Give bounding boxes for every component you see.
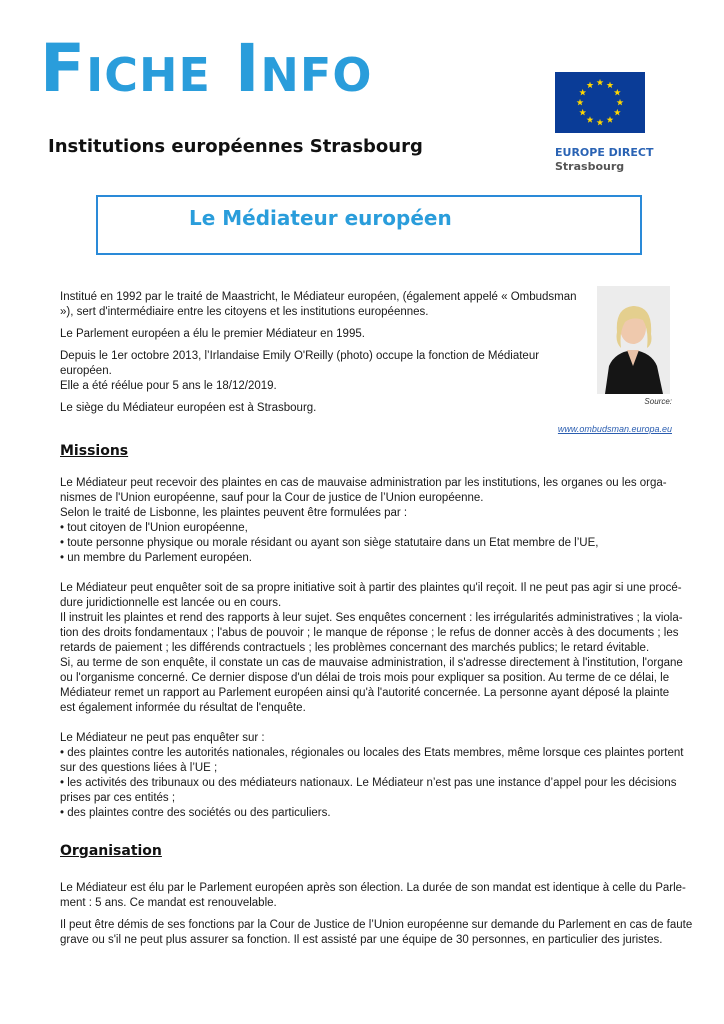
intro-line: Institué en 1992 par le traité de Maastricht, le Médiateur européen, (également appelé « Ombudsman: [60, 291, 577, 303]
missions-line: • toute personne physique ou morale résidant ou ayant son siège statutaire dans un Etat membre de l’UE,: [60, 537, 599, 549]
ombudsman-photo: [597, 286, 670, 394]
paragraph-gap: [60, 566, 664, 581]
photo-source-label: Source:: [644, 397, 672, 406]
missions-line: dure juridictionnelle est lancée ou en cours.: [60, 597, 282, 609]
missions-line: ou l'organisme concerné. Ce dernier dispose d'un délai de trois mois pour expliquer sa position. Au terme de ce délai, le: [60, 672, 670, 684]
organisation-body: [60, 881, 693, 948]
missions-line: retards de paiement ; les différends contractuels ; les problèmes concernant des marchés publics; le retard évitable.: [60, 642, 650, 654]
topic-box: [96, 195, 642, 255]
eu-flag-icon: [555, 72, 645, 133]
missions-line: Le Médiateur peut recevoir des plaintes en cas de mauvaise administration par les institutions, les organes ou les orga-: [60, 477, 667, 489]
missions-line: Il instruit les plaintes et rend des rapports à leur sujet. Ses enquêtes concernent : les irrégularités administratives ; la viola-: [60, 612, 683, 624]
missions-line: nismes de l'Union européenne, sauf pour la Cour de justice de l’Union européenne.: [60, 492, 484, 504]
portrait-image: [597, 286, 670, 394]
missions-line: sur des questions liées à l’UE ;: [60, 762, 218, 774]
organisation-line: Il peut être démis de ses fonctions par la Cour de Justice de l’Union européenne sur demande du Parlement en cas de faute: [60, 919, 693, 931]
paragraph-gap: [60, 716, 664, 731]
missions-line: Le Médiateur peut enquêter soit de sa propre initiative soit à partir des plaintes qu'il reçoit. Il ne peut pas agir si une procé-: [60, 582, 682, 594]
missions-line: Si, au terme de son enquête, il constate un cas de mauvaise administration, il s'adresse directement à l'institution, l'organe: [60, 657, 683, 669]
missions-line: • un membre du Parlement européen.: [60, 552, 252, 564]
missions-line: Selon le traité de Lisbonne, les plaintes peuvent être formulées par :: [60, 507, 408, 519]
missions-line: • les activités des tribunaux ou des médiateurs nationaux. Le Médiateur n’est pas une instance d’appel pour les décisions: [60, 777, 677, 789]
organisation-line: grave ou s'il ne peut plus assurer sa fonction. Il est assisté par une équipe de 30 personnes, en particulier des juristes.: [60, 934, 663, 946]
intro-paragraph: [60, 349, 590, 394]
intro-line: Le Parlement européen a élu le premier Médiateur en 1995.: [60, 328, 365, 340]
intro-section: [60, 290, 590, 423]
missions-line: Médiateur remet un rapport au Parlement européen ainsi qu'à l'autorité concernée. La personne ayant déposé la plainte: [60, 687, 670, 699]
intro-paragraph: [60, 327, 590, 342]
organisation-line: Le Médiateur est élu par le Parlement européen après son élection. La durée de son mandat est identique à celle du Parle-: [60, 882, 686, 894]
intro-paragraph: [60, 290, 590, 320]
intro-line: Depuis le 1er octobre 2013, l’Irlandaise Emily O'Reilly (photo) occupe la fonction de Médiateur européen.: [60, 350, 540, 377]
intro-line: Le siège du Médiateur européen est à Strasbourg.: [60, 402, 317, 414]
missions-line: est également informée du résultat de l'enquête.: [60, 702, 306, 714]
topic-title: Le Médiateur européen: [189, 206, 452, 230]
missions-line: tion des droits fondamentaux ; l'abus de pouvoir ; le manque de réponse ; le refus de donner accès à des documents ; les: [60, 627, 679, 639]
organisation-line: ment : 5 ans. Ce mandat est renouvelable.: [60, 897, 277, 909]
missions-line: Le Médiateur ne peut pas enquêter sur :: [60, 732, 265, 744]
missions-body: [60, 476, 684, 821]
page-title: Fiche Info: [40, 30, 373, 107]
missions-heading: Missions: [60, 443, 129, 459]
organisation-heading: Organisation: [60, 843, 162, 859]
intro-paragraph: [60, 401, 590, 416]
missions-line: • des plaintes contre des sociétés ou des particuliers.: [60, 807, 331, 819]
intro-line: »), sert d'intermédiaire entre les citoyens et les institutions européennes.: [60, 306, 429, 318]
missions-line: prises par ces entités ;: [60, 792, 176, 804]
logo-text-city: Strasbourg: [555, 160, 625, 173]
logo-text-europe-direct: EUROPE DIRECT: [555, 146, 654, 159]
page-subtitle: Institutions européennes Strasbourg: [48, 136, 423, 157]
intro-line: Elle a été réélue pour 5 ans le 18/12/2019.: [60, 380, 277, 392]
missions-line: • tout citoyen de l'Union européenne,: [60, 522, 248, 534]
missions-line: • des plaintes contre les autorités nationales, régionales ou locales des Etats membres, même lorsque ces plaintes portent: [60, 747, 684, 759]
ombudsman-link[interactable]: www.ombudsman.europa.eu: [557, 424, 672, 434]
europe-direct-logo: [555, 72, 655, 173]
